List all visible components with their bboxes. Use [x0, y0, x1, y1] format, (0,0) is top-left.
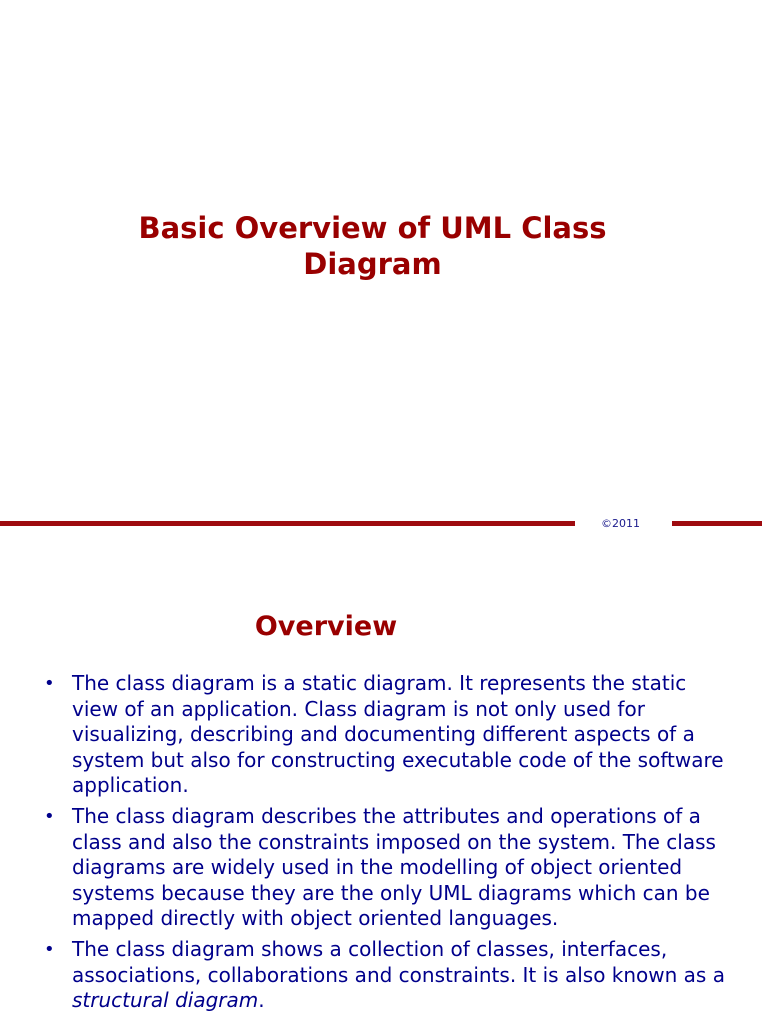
- bullet-list: [0, 671, 768, 1019]
- copyright-text: ©2011: [601, 517, 640, 530]
- bullet-text: [72, 937, 725, 1012]
- footer-bar-left: [0, 521, 575, 526]
- bullet-dot-icon: •: [44, 805, 55, 827]
- bullet-text: The class diagram describes the attributes and operations of a class and also the constraints imposed on the system. The class diagrams are widely used in the modelling of object oriented systems because they are the only UML diagrams which can be mapped directly with object oriented languages.: [72, 803, 716, 931]
- bullet-item: [0, 804, 768, 932]
- bullet-item: [0, 937, 768, 1014]
- bullet-dot-icon: •: [44, 938, 55, 960]
- slide-overview: [0, 540, 768, 1024]
- bullet-item: [0, 671, 768, 799]
- slide-title-heading: Basic Overview of UML Class Diagram: [138, 211, 607, 281]
- bullet-text-part: The class diagram shows a collection of classes, interfaces, associations, collaborations and constraints. It is also known as a: [72, 936, 725, 987]
- bullet-dot-icon: •: [44, 673, 55, 694]
- overview-heading: Overview: [254, 611, 398, 642]
- bullet-text-end: .: [258, 988, 265, 1013]
- bullet-text: The class diagram is a static diagram. It represents the static view of an application. Class diagram is not only used for visualizing, describing and documenting different aspects of a system but also for constructing executable code of the software application.: [72, 671, 724, 798]
- footer-bar-right: [672, 521, 762, 526]
- bullet-text-emphasis: structural diagram: [72, 988, 259, 1013]
